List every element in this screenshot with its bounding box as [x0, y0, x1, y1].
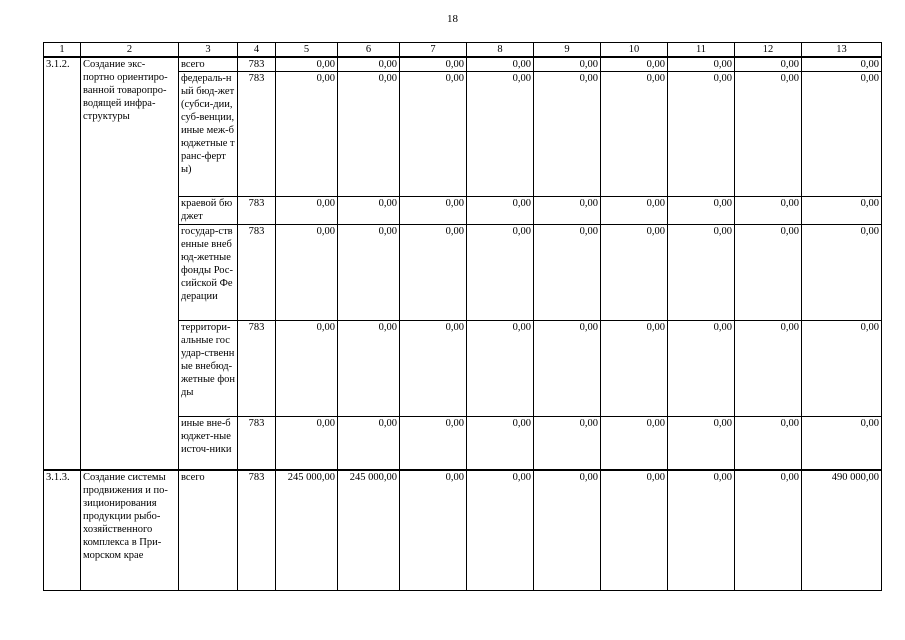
value-cell: 0,00 — [802, 417, 882, 470]
value-cell: 0,00 — [276, 417, 338, 470]
value-cell: 0,00 — [467, 57, 534, 72]
value-cell: 0,00 — [668, 57, 735, 72]
value-cell: 0,00 — [338, 321, 400, 417]
column-header: 2 — [81, 43, 179, 58]
column-header: 12 — [735, 43, 802, 58]
group-3-1-2 — [44, 57, 882, 470]
funding-source: краевой бюджет — [179, 197, 238, 225]
column-header: 9 — [534, 43, 601, 58]
value-cell: 0,00 — [534, 197, 601, 225]
value-cell: 0,00 — [467, 72, 534, 197]
item-name: Создание системы продвижения и по-зиционирования продукции рыбо-хозяйственного комплекса в При-морском крае — [81, 470, 179, 591]
column-header: 4 — [238, 43, 276, 58]
funding-source: иные вне-бюджет-ные источ-ники — [179, 417, 238, 470]
value-cell: 0,00 — [400, 72, 467, 197]
value-cell: 245 000,00 — [276, 470, 338, 591]
column-header: 5 — [276, 43, 338, 58]
value-cell: 0,00 — [735, 72, 802, 197]
table-row — [44, 57, 882, 72]
value-cell: 0,00 — [534, 57, 601, 72]
value-cell: 0,00 — [735, 197, 802, 225]
value-cell: 0,00 — [601, 470, 668, 591]
column-header: 6 — [338, 43, 400, 58]
value-cell: 0,00 — [400, 57, 467, 72]
value-cell: 0,00 — [534, 225, 601, 321]
value-cell: 0,00 — [400, 417, 467, 470]
value-cell: 0,00 — [802, 72, 882, 197]
funding-source: территори-альные государ-ственные внебюд-жетные фонды — [179, 321, 238, 417]
funding-source: всего — [179, 57, 238, 72]
value-cell: 0,00 — [400, 225, 467, 321]
budget-code: 783 — [238, 417, 276, 470]
value-cell: 0,00 — [802, 197, 882, 225]
value-cell: 0,00 — [601, 321, 668, 417]
table-row — [44, 470, 882, 591]
value-cell: 0,00 — [276, 225, 338, 321]
value-cell: 0,00 — [276, 321, 338, 417]
funding-source: федераль-ный бюд-жет (субси-дии, суб-венции, иные меж-бюджетные транс-ферты) — [179, 72, 238, 197]
column-number-row — [44, 43, 882, 58]
value-cell: 0,00 — [802, 57, 882, 72]
value-cell: 0,00 — [802, 225, 882, 321]
item-code: 3.1.2. — [44, 57, 81, 470]
budget-code: 783 — [238, 72, 276, 197]
budget-table — [43, 42, 882, 591]
value-cell: 0,00 — [735, 57, 802, 72]
value-cell: 0,00 — [735, 470, 802, 591]
column-header: 13 — [802, 43, 882, 58]
value-cell: 0,00 — [400, 197, 467, 225]
column-header: 10 — [601, 43, 668, 58]
value-cell: 0,00 — [735, 321, 802, 417]
value-cell: 0,00 — [802, 321, 882, 417]
column-header: 8 — [467, 43, 534, 58]
value-cell: 0,00 — [276, 197, 338, 225]
item-code: 3.1.3. — [44, 470, 81, 591]
budget-code: 783 — [238, 470, 276, 591]
value-cell: 0,00 — [601, 225, 668, 321]
value-cell: 0,00 — [601, 197, 668, 225]
value-cell: 0,00 — [668, 470, 735, 591]
value-cell: 0,00 — [467, 470, 534, 591]
value-cell: 0,00 — [668, 225, 735, 321]
item-name: Создание экс-портно ориентиро-ванной товаропро-водящей инфра-структуры — [81, 57, 179, 470]
value-cell: 0,00 — [338, 57, 400, 72]
value-cell: 0,00 — [534, 470, 601, 591]
funding-source: всего — [179, 470, 238, 591]
value-cell: 0,00 — [534, 321, 601, 417]
value-cell: 0,00 — [338, 72, 400, 197]
value-cell: 0,00 — [276, 57, 338, 72]
value-cell: 0,00 — [735, 417, 802, 470]
value-cell: 0,00 — [467, 321, 534, 417]
value-cell: 0,00 — [467, 225, 534, 321]
value-cell: 0,00 — [338, 225, 400, 321]
value-cell: 0,00 — [668, 72, 735, 197]
value-cell: 0,00 — [601, 72, 668, 197]
value-cell: 0,00 — [668, 417, 735, 470]
value-cell: 0,00 — [601, 57, 668, 72]
group-3-1-3 — [44, 470, 882, 591]
value-cell: 0,00 — [338, 417, 400, 470]
value-cell: 0,00 — [668, 197, 735, 225]
value-cell: 0,00 — [467, 417, 534, 470]
funding-source: государ-ственные внебюд-жетные фонды Рос-сийской Федерации — [179, 225, 238, 321]
page-number: 18 — [447, 13, 458, 25]
value-cell: 0,00 — [467, 197, 534, 225]
column-header: 3 — [179, 43, 238, 58]
column-header: 11 — [668, 43, 735, 58]
value-cell: 0,00 — [400, 321, 467, 417]
value-cell: 0,00 — [534, 417, 601, 470]
value-cell: 490 000,00 — [802, 470, 882, 591]
budget-code: 783 — [238, 225, 276, 321]
value-cell: 0,00 — [338, 197, 400, 225]
value-cell: 0,00 — [534, 72, 601, 197]
budget-code: 783 — [238, 197, 276, 225]
value-cell: 0,00 — [668, 321, 735, 417]
budget-code: 783 — [238, 57, 276, 72]
value-cell: 0,00 — [735, 225, 802, 321]
value-cell: 0,00 — [276, 72, 338, 197]
value-cell: 0,00 — [400, 470, 467, 591]
value-cell: 0,00 — [601, 417, 668, 470]
column-header: 1 — [44, 43, 81, 58]
budget-code: 783 — [238, 321, 276, 417]
column-header: 7 — [400, 43, 467, 58]
value-cell: 245 000,00 — [338, 470, 400, 591]
